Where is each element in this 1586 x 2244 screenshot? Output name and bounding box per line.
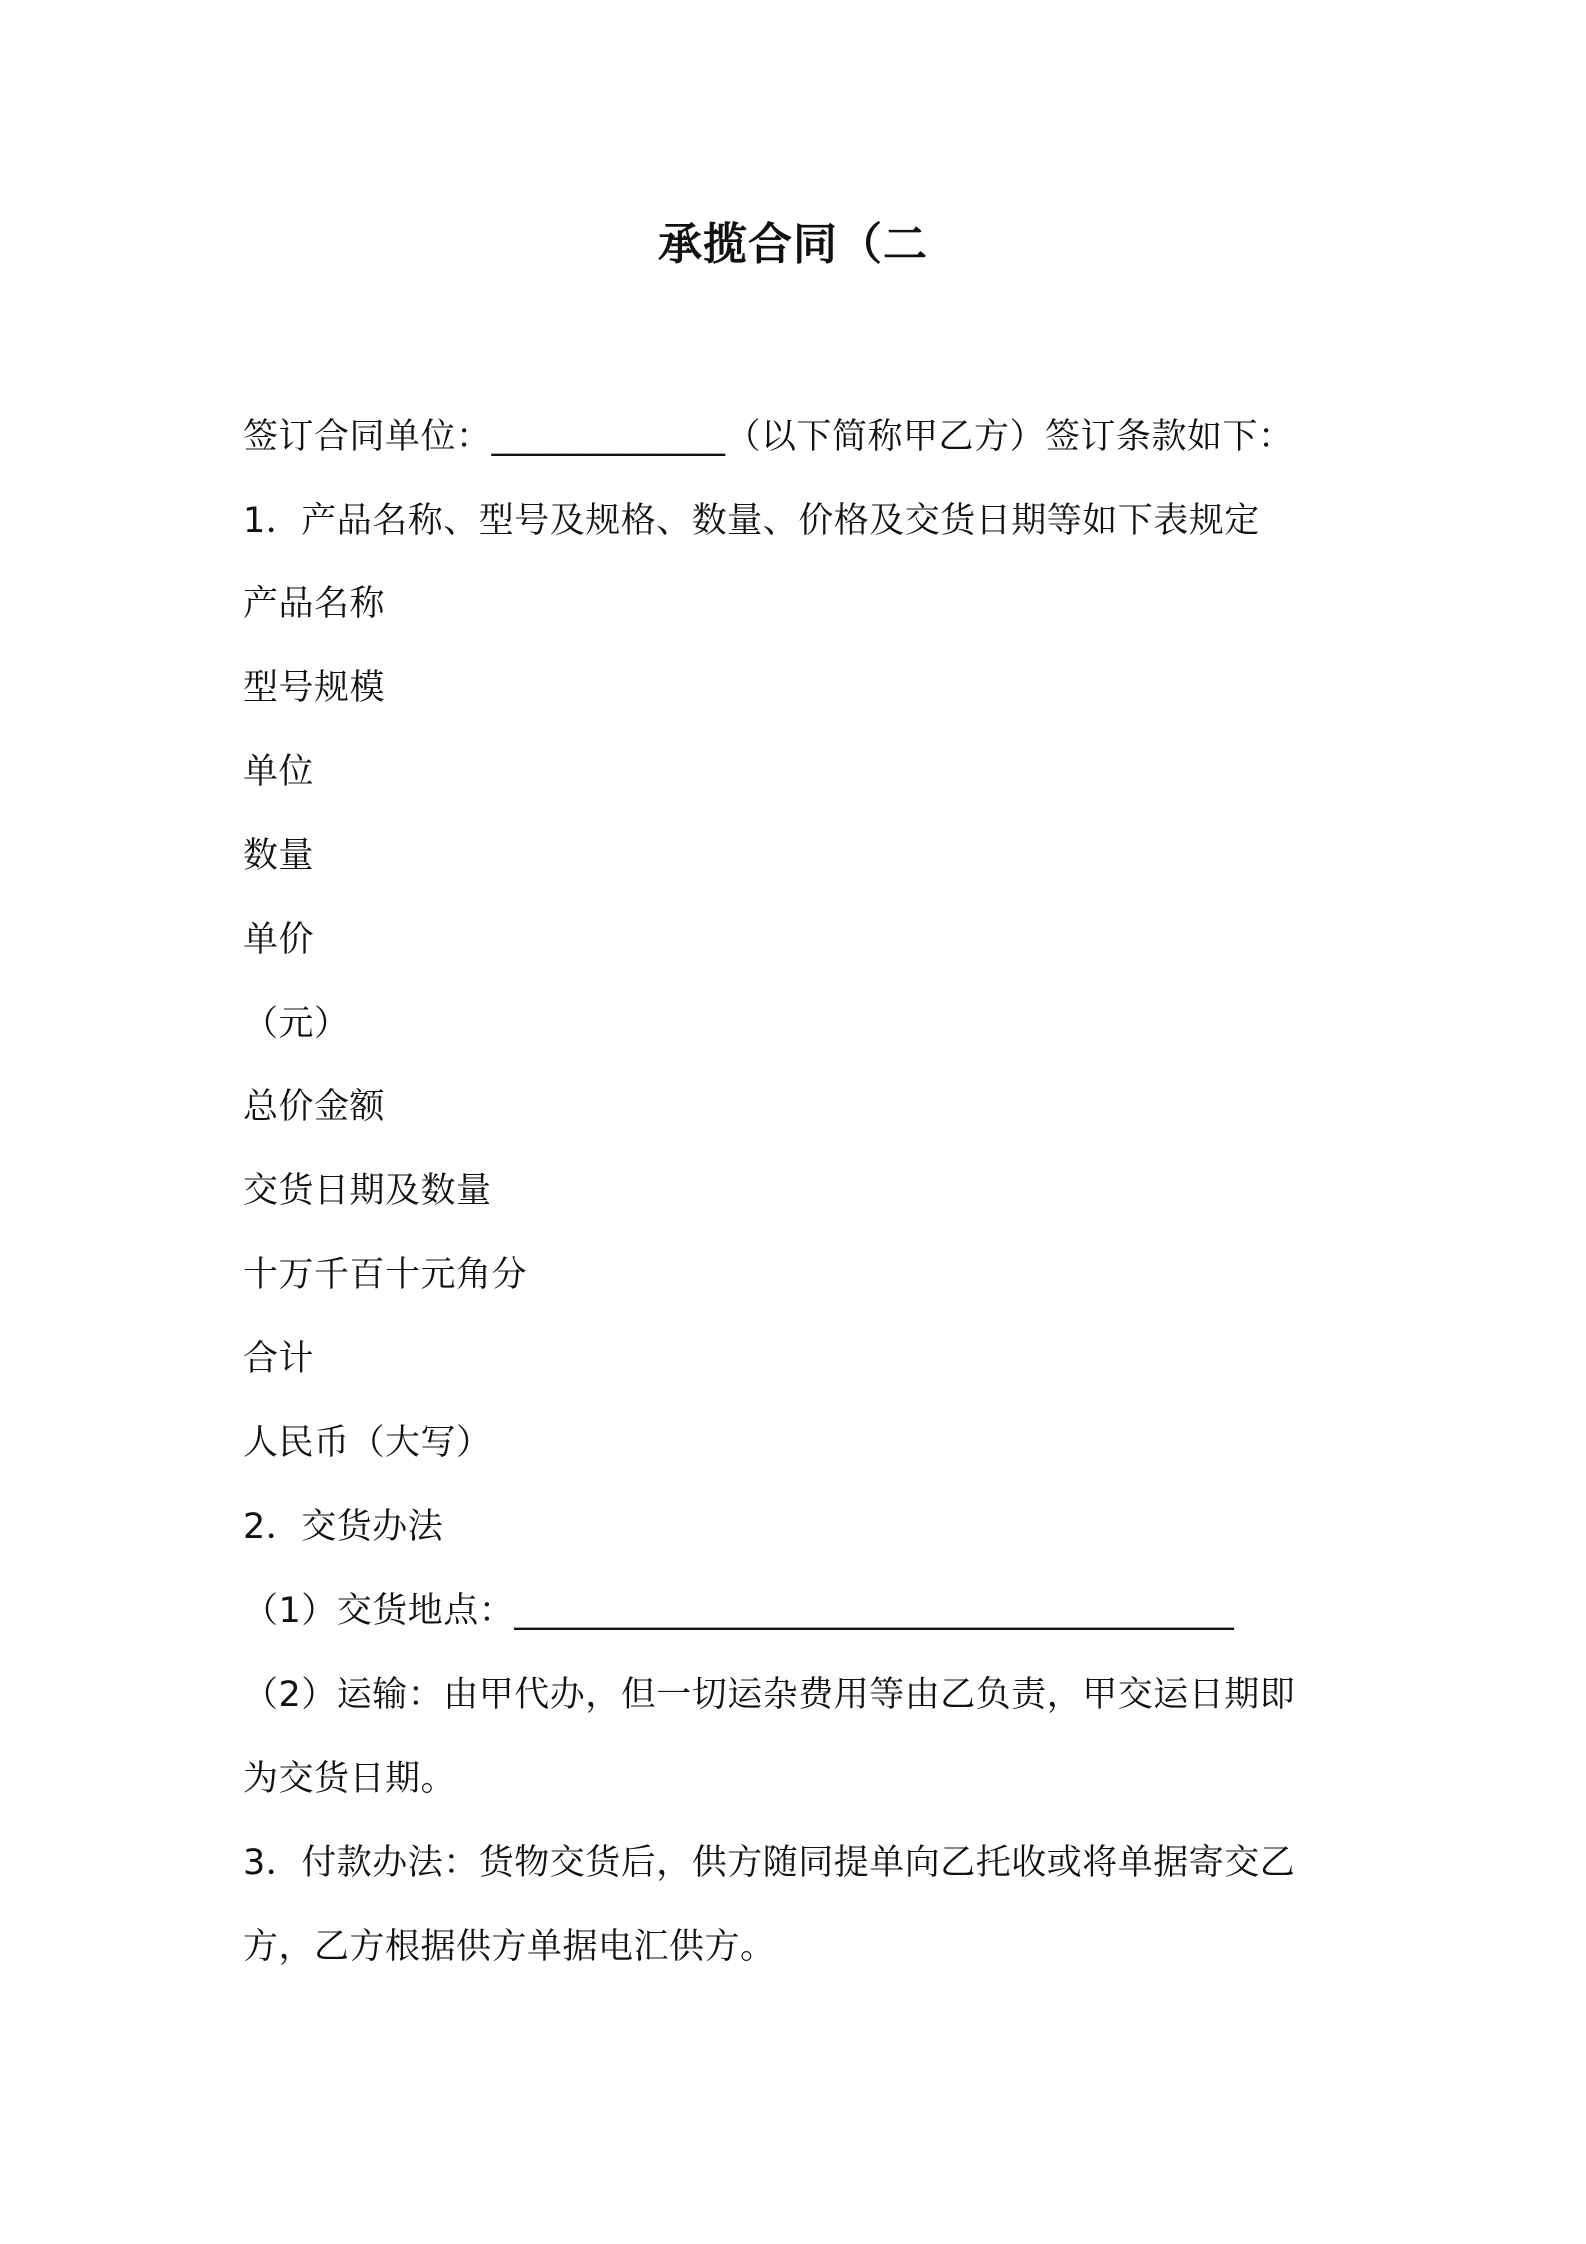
field-rmb-uppercase: 人民币（大写） — [243, 1423, 492, 1463]
clause-3-payment-cont: 方，乙方根据供方单据电汇供方。 — [243, 1927, 776, 1967]
field-unit-price: 单价 — [243, 920, 315, 960]
field-quantity: 数量 — [243, 836, 315, 876]
document-title: 承揽合同（二 — [658, 219, 928, 270]
clause-2-2-transport-cont: 为交货日期。 — [243, 1759, 457, 1799]
contract-parties-line: 签订合同单位：_____________（以下简称甲乙方）签订条款如下： — [243, 417, 1294, 457]
clause-2-2-transport: （2）运输：由甲代办，但一切运杂费用等由乙负责，甲交运日期即 — [243, 1675, 1296, 1715]
field-unit: 单位 — [243, 752, 315, 792]
field-unit-price-currency: （元） — [243, 1004, 350, 1044]
field-delivery-date-quantity: 交货日期及数量 — [243, 1171, 492, 1211]
field-product-name: 产品名称 — [243, 584, 386, 624]
field-model-spec: 型号规模 — [243, 668, 386, 708]
clause-1-heading: 1．产品名称、型号及规格、数量、价格及交货日期等如下表规定 — [243, 501, 1260, 541]
clause-3-payment: 3．付款办法：货物交货后，供方随同提单向乙托收或将单据寄交乙 — [243, 1843, 1296, 1883]
field-amount-digits: 十万千百十元角分 — [243, 1255, 528, 1295]
field-total-amount: 总价金额 — [243, 1087, 386, 1127]
clause-2-1-delivery-place: （1）交货地点：________________________________________ — [243, 1591, 1235, 1631]
field-total: 合计 — [243, 1339, 315, 1379]
clause-2-heading: 2．交货办法 — [243, 1507, 444, 1547]
